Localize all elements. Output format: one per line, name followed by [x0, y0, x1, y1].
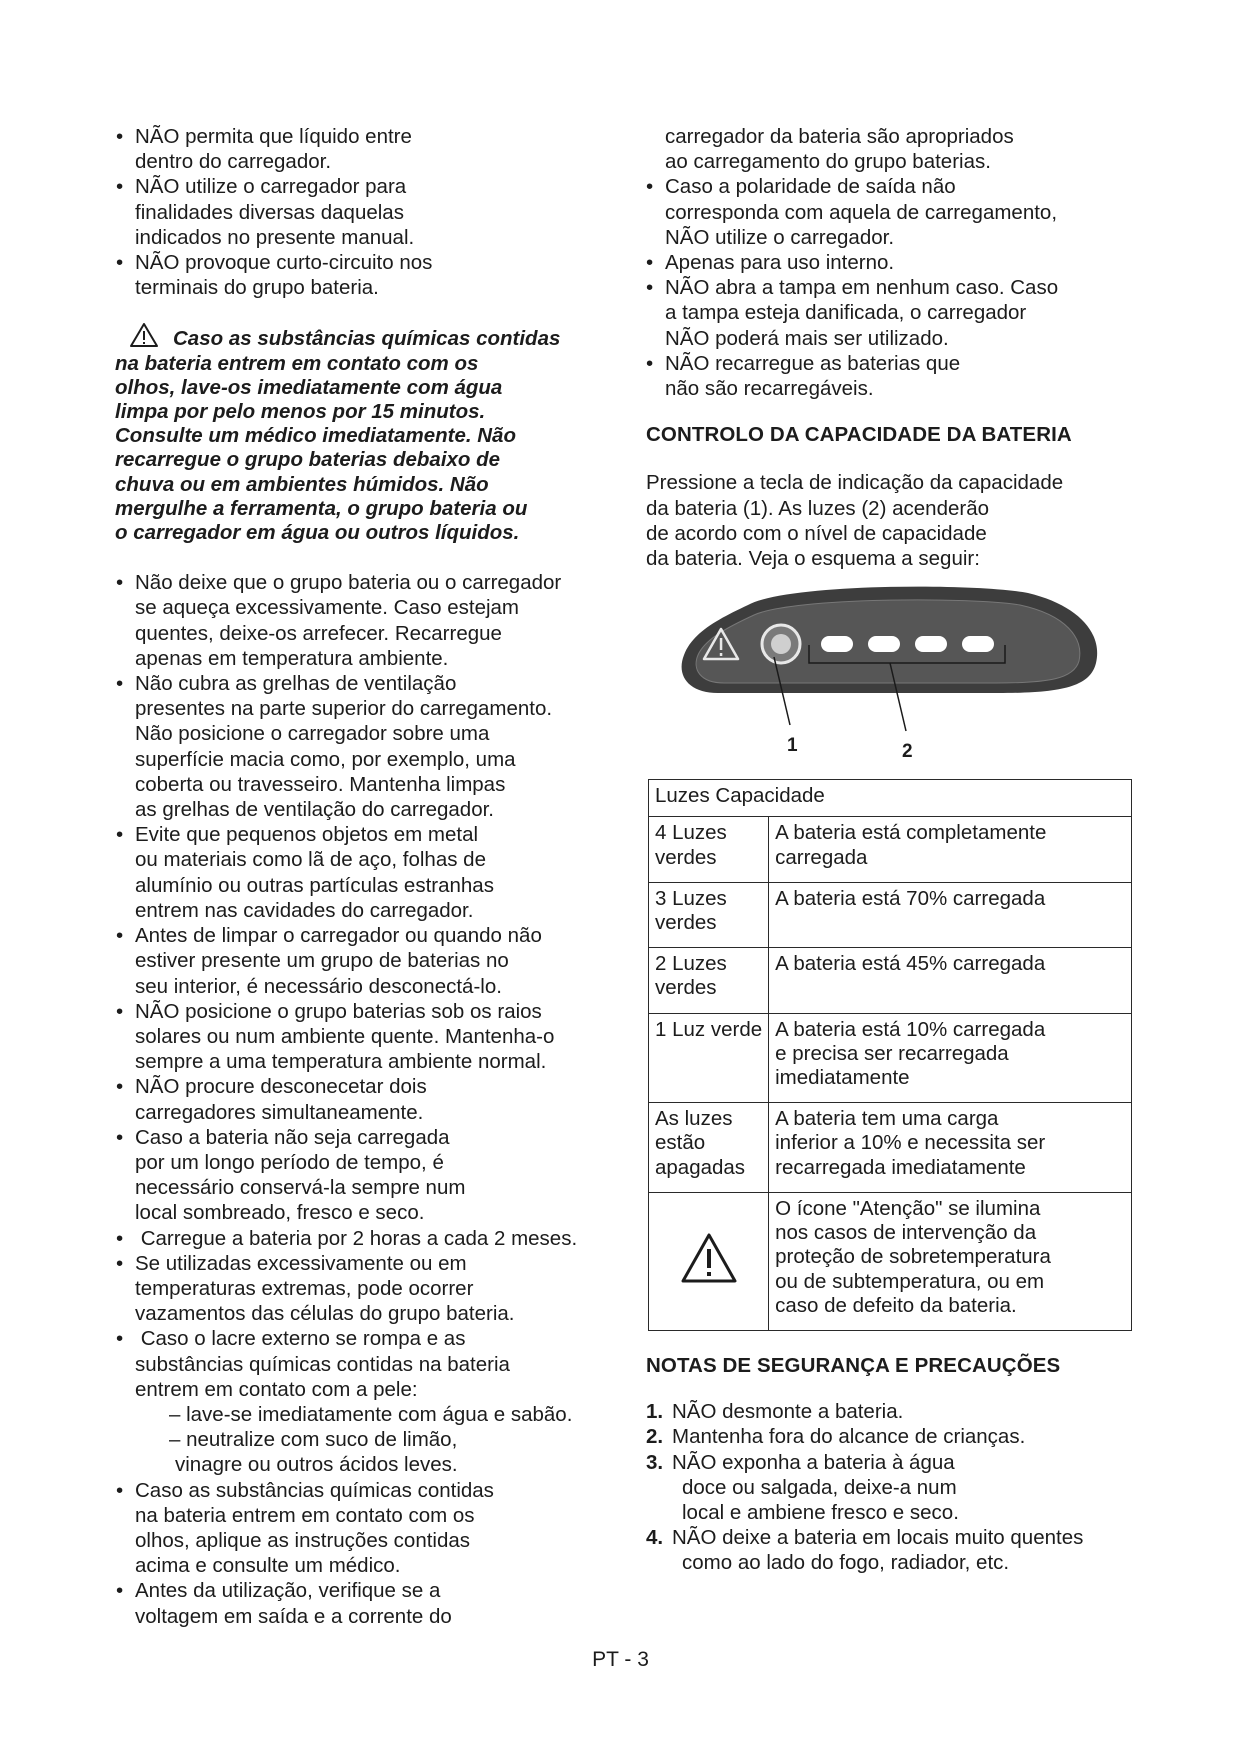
meaning-cell: A bateria tem uma carga inferior a 10% e necessita ser recarregada imediatamente: [769, 1103, 1132, 1193]
light-3: [915, 636, 947, 652]
table-row: [649, 882, 1132, 947]
lights-cell: 1 Luz verde: [649, 1013, 769, 1103]
section-title-capacity: CONTROLO DA CAPACIDADE DA BATERIA: [646, 423, 1072, 447]
list-item: 4. NÃO deixe a bateria em locais muito quentes como ao lado do fogo, radiador, etc.: [646, 1526, 1084, 1575]
list-item: • NÃO procure desconecetar dois carregadores simultaneamente.: [116, 1074, 616, 1124]
meaning-cell: A bateria está 70% carregada: [769, 882, 1132, 947]
section-title-safety: NOTAS DE SEGURANÇA E PRECAUÇÕES: [646, 1353, 1061, 1377]
capacity-button-icon: [762, 625, 800, 663]
meaning-cell: O ícone "Atenção" se ilumina nos casos de intervenção da proteção de sobretemperatura ou de subtemperatura, ou em caso de defeito da bateria.: [769, 1192, 1132, 1330]
list-item: 1. NÃO desmonte a bateria.: [646, 1400, 904, 1424]
skin-sub-item: – neutralize com suco de limão,: [169, 1428, 458, 1452]
lights-cell: 4 Luzes verdes: [649, 817, 769, 882]
light-1: [821, 636, 853, 652]
warning-triangle-icon: [680, 1232, 738, 1284]
list-item: • Se utilizadas excessivamente ou em temperaturas extremas, pode ocorrer vazamentos das células do grupo bateria.: [116, 1251, 616, 1327]
indicator-panel-svg: [678, 583, 1108, 763]
list-item: • Carregue a bateria por 2 horas a cada 2 meses.: [116, 1226, 616, 1251]
list-item: 3. NÃO exponha a bateria à água doce ou salgada, deixe-a num local e ambiene fresco e seco.: [646, 1450, 959, 1524]
skin-sub-item: vinagre ou outros ácidos leves.: [175, 1453, 458, 1477]
list-item: • NÃO abra a tampa em nenhum caso. Caso a tampa esteja danificada, o carregador NÃO poderá mais ser utilizado.: [646, 275, 1136, 351]
list-item: • Antes da utilização, verifique se a voltagem em saída e a corrente do: [116, 1578, 616, 1628]
lights-cell: 3 Luzes verdes: [649, 882, 769, 947]
list-item: • NÃO permita que líquido entre dentro do carregador.: [116, 124, 616, 174]
lights-cell: 2 Luzes verdes: [649, 948, 769, 1013]
table-row-attention: [649, 1192, 1132, 1330]
chemical-warning: Caso as substâncias químicas contidas na bateria entrem em contato com os olhos, lave-os imediatamente com água limpa por pelo menos por 15 minutos. Consulte um médico imediatamente. Não recarregue o grupo baterias debaixo de chuva ou em ambientes húmidos. Não mergulhe a ferramenta, o grupo bateria ou o carregador em água ou outros líquidos.: [115, 322, 616, 545]
capacity-table: [648, 779, 1132, 1331]
list-item: • Não deixe que o grupo bateria ou o carregador se aqueça excessivamente. Caso estejam quentes, deixe-os arrefecer. Recarregue apenas em temperatura ambiente.: [116, 570, 616, 671]
list-item: • Não cubra as grelhas de ventilação presentes na parte superior do carregamento. Não posicione o carregador sobre uma superfície macia como, por exemplo, uma coberta ou travesseiro. Mantenha limpas as grelhas de ventilação do carregador.: [116, 671, 616, 822]
bullets-top: [116, 124, 616, 300]
table-row: [649, 1013, 1132, 1103]
lights-cell: As luzes estão apagadas: [649, 1103, 769, 1193]
light-4: [962, 636, 994, 652]
list-item: • NÃO posicione o grupo baterias sob os raios solares ou num ambiente quente. Mantenha-o sempre a uma temperatura ambiente normal.: [116, 999, 616, 1075]
warning-triangle-icon: [129, 322, 159, 348]
list-item: carregador da bateria são apropriados ao carregamento do grupo baterias.: [665, 125, 1014, 174]
table-row: [649, 948, 1132, 1013]
capacity-instructions: Pressione a tecla de indicação da capacidade da bateria (1). As luzes (2) acenderão de acordo com o nível de capacidade da bateria. Veja o esquema a seguir:: [646, 471, 1064, 571]
safety-notes-list: [646, 1399, 1136, 1575]
bullets-main: [116, 570, 616, 1629]
right-column: [646, 124, 1136, 1576]
bullets-right: [646, 124, 1136, 401]
meaning-cell: A bateria está 10% carregada e precisa ser recarregada imediatamente: [769, 1013, 1132, 1103]
label-lights: 2: [902, 741, 913, 763]
skin-sub-item: – lave-se imediatamente com água e sabão.: [169, 1402, 573, 1426]
label-button: 1: [787, 735, 798, 757]
list-item: • Caso a polaridade de saída não corresponda com aquela de carregamento, NÃO utilize o carregador.: [646, 174, 1136, 250]
table-header: Luzes Capacidade: [649, 780, 1132, 817]
table-header-row: [649, 780, 1132, 817]
meaning-cell: A bateria está completamente carregada: [769, 817, 1132, 882]
left-column: [116, 124, 616, 1629]
attention-icon-cell: [649, 1192, 769, 1330]
list-item: • Caso o lacre externo se rompa e as substâncias químicas contidas na bateria entrem em contato com a pele: – lave-se imediatamente com água e sabão. – neutralize com suco de limão, vinagre ou outros ácidos leves.: [116, 1326, 616, 1477]
capacity-indicator-diagram: [678, 583, 1108, 763]
table-row: [649, 1103, 1132, 1193]
light-2: [868, 636, 900, 652]
list-item: • NÃO provoque curto-circuito nos terminais do grupo bateria.: [116, 250, 616, 300]
list-item: • NÃO utilize o carregador para finalidades diversas daquelas indicados no presente manual.: [116, 174, 616, 250]
list-item: 2. Mantenha fora do alcance de crianças.: [646, 1425, 1026, 1449]
list-item: • Apenas para uso interno.: [646, 250, 1136, 275]
meaning-cell: A bateria está 45% carregada: [769, 948, 1132, 1013]
list-item: • Evite que pequenos objetos em metal ou materiais como lã de aço, folhas de alumínio ou outras partículas estranhas entrem nas cavidades do carregador.: [116, 822, 616, 923]
list-item: • Caso as substâncias químicas contidas na bateria entrem em contato com os olhos, aplique as instruções contidas acima e consulte um médico.: [116, 1478, 616, 1579]
table-row: [649, 817, 1132, 882]
page-number: PT - 3: [592, 1648, 649, 1671]
list-item: • Antes de limpar o carregador ou quando não estiver presente um grupo de baterias no seu interior, é necessário desconectá-lo.: [116, 923, 616, 999]
list-item: • NÃO recarregue as baterias que não são recarregáveis.: [646, 351, 1136, 401]
list-item: • Caso a bateria não seja carregada por um longo período de tempo, é necessário conservá-la sempre num local sombreado, fresco e seco.: [116, 1125, 616, 1226]
